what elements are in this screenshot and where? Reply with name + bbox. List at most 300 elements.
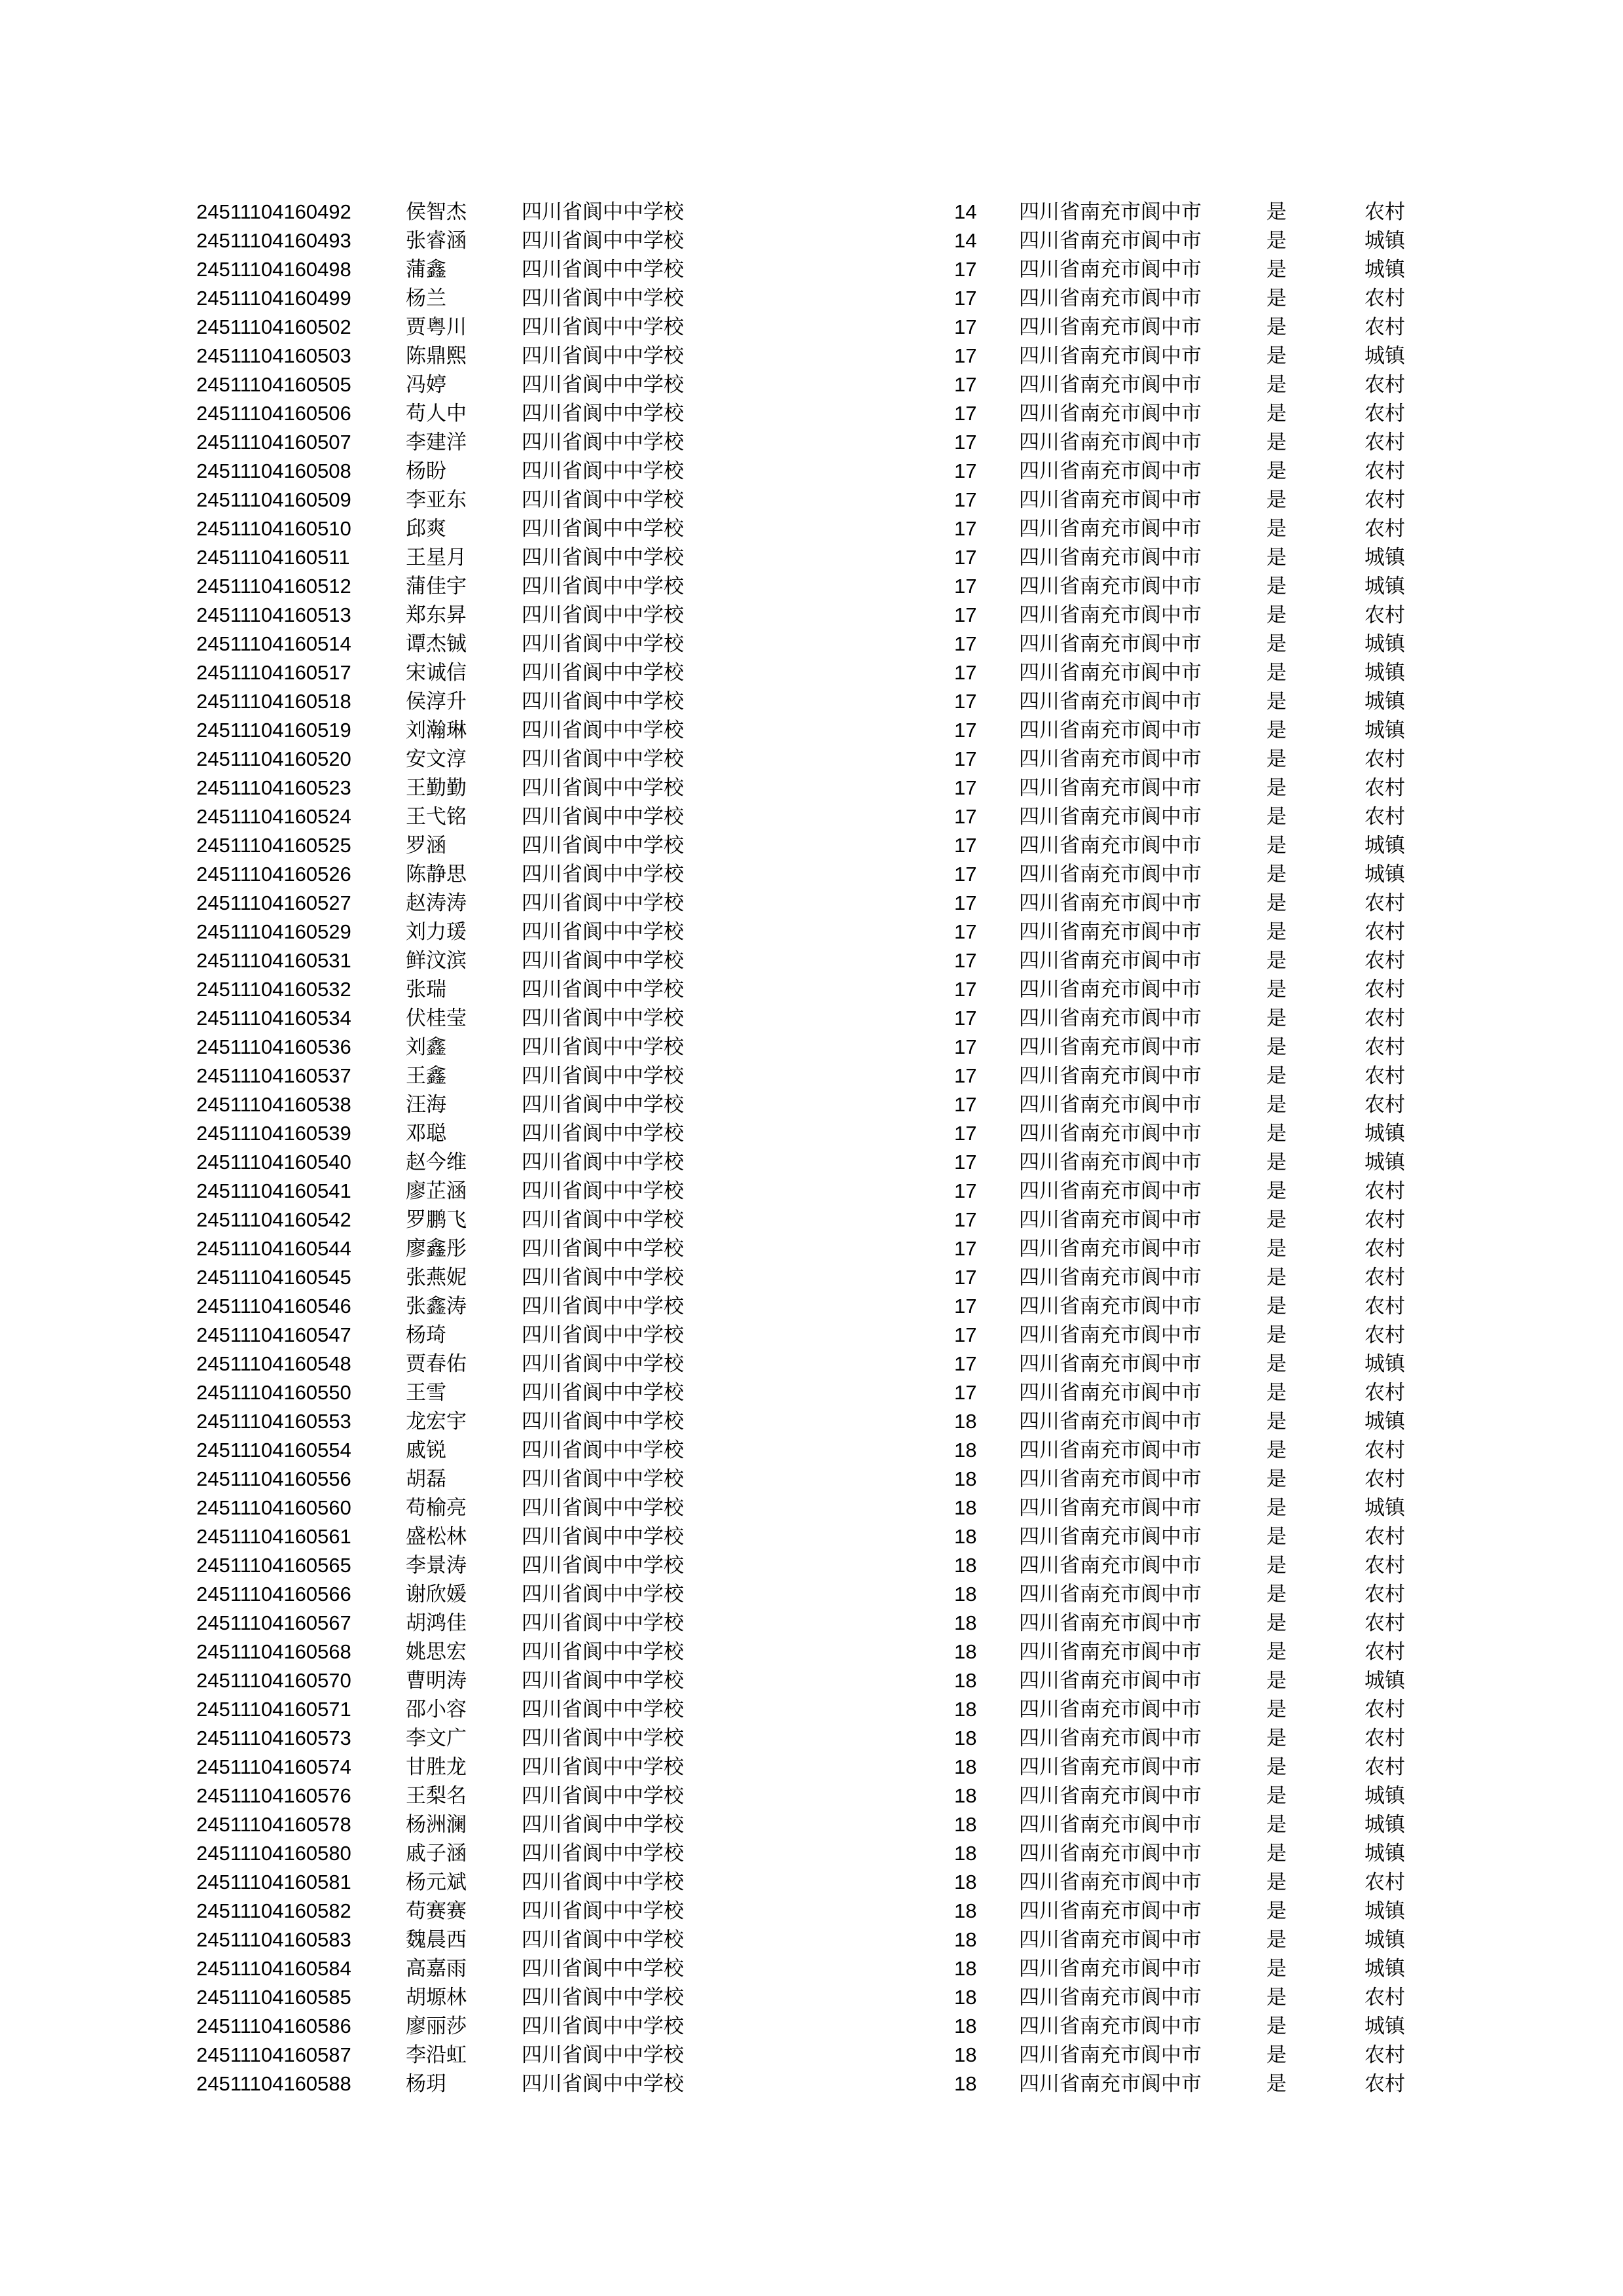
age-cell: 18 [954,1755,977,1778]
student-name-cell: 邱爽 [406,517,446,541]
region-cell: 四川省南充市阆中市 [1019,344,1202,368]
school-name-cell: 四川省阆中中学校 [522,920,684,944]
household-type-cell: 城镇 [1364,2015,1405,2038]
school-name-cell: 四川省阆中中学校 [522,1755,684,1779]
student-id-cell: 24511104160517 [196,661,351,684]
table-row [196,889,1427,918]
school-name-cell: 四川省阆中中学校 [522,546,684,569]
table-row [196,1148,1427,1177]
region-cell: 四川省南充市阆中市 [1019,1554,1202,1577]
status-flag-cell: 是 [1266,344,1287,368]
age-cell: 17 [954,1064,977,1087]
region-cell: 四川省南充市阆中市 [1019,373,1202,397]
table-row [196,1378,1427,1407]
student-name-cell: 张燕妮 [406,1266,467,1289]
student-id-cell: 24511104160520 [196,747,351,770]
household-type-cell: 农村 [1364,2043,1405,2067]
table-row [196,1753,1427,1782]
status-flag-cell: 是 [1266,431,1287,454]
student-id-cell: 24511104160565 [196,1554,351,1577]
age-cell: 17 [954,949,977,972]
student-table [196,198,1427,2098]
region-cell: 四川省南充市阆中市 [1019,834,1202,857]
region-cell: 四川省南充市阆中市 [1019,805,1202,829]
household-type-cell: 农村 [1364,1323,1405,1347]
student-id-cell: 24511104160588 [196,2072,351,2095]
household-type-cell: 农村 [1364,1755,1405,1779]
student-name-cell: 王鑫 [406,1064,446,1088]
student-name-cell: 魏晨西 [406,1928,467,1952]
student-name-cell: 侯淳升 [406,690,467,713]
school-name-cell: 四川省阆中中学校 [522,1957,684,1981]
school-name-cell: 四川省阆中中学校 [522,575,684,598]
table-row [196,658,1427,687]
household-type-cell: 农村 [1364,1583,1405,1606]
school-name-cell: 四川省阆中中学校 [522,459,684,483]
age-cell: 17 [954,1295,977,1318]
student-id-cell: 24511104160570 [196,1669,351,1692]
region-cell: 四川省南充市阆中市 [1019,1640,1202,1664]
school-name-cell: 四川省阆中中学校 [522,863,684,886]
household-type-cell: 农村 [1364,1093,1405,1117]
status-flag-cell: 是 [1266,1986,1287,2009]
table-row [196,514,1427,543]
region-cell: 四川省南充市阆中市 [1019,1467,1202,1491]
household-type-cell: 农村 [1364,1295,1405,1318]
student-id-cell: 24511104160587 [196,2043,351,2066]
student-name-cell: 廖鑫彤 [406,1237,467,1261]
region-cell: 四川省南充市阆中市 [1019,488,1202,512]
school-name-cell: 四川省阆中中学校 [522,1986,684,2009]
household-type-cell: 农村 [1364,200,1405,224]
region-cell: 四川省南充市阆中市 [1019,1295,1202,1318]
household-type-cell: 城镇 [1364,834,1405,857]
region-cell: 四川省南充市阆中市 [1019,1871,1202,1894]
student-name-cell: 胡塬林 [406,1986,467,2009]
table-row [196,630,1427,658]
table-row [196,1954,1427,1983]
student-name-cell: 邓聪 [406,1122,446,1145]
age-cell: 18 [954,1957,977,1980]
school-name-cell: 四川省阆中中学校 [522,776,684,800]
school-name-cell: 四川省阆中中学校 [522,1064,684,1088]
table-row [196,1206,1427,1234]
school-name-cell: 四川省阆中中学校 [522,1295,684,1318]
student-name-cell: 宋诚信 [406,661,467,685]
status-flag-cell: 是 [1266,402,1287,425]
age-cell: 18 [954,1842,977,1865]
table-row [196,284,1427,313]
status-flag-cell: 是 [1266,315,1287,339]
household-type-cell: 农村 [1364,1986,1405,2009]
table-row [196,1522,1427,1551]
region-cell: 四川省南充市阆中市 [1019,2015,1202,2038]
table-row [196,1494,1427,1522]
school-name-cell: 四川省阆中中学校 [522,1669,684,1693]
status-flag-cell: 是 [1266,747,1287,771]
table-row [196,1177,1427,1206]
household-type-cell: 城镇 [1364,1151,1405,1174]
school-name-cell: 四川省阆中中学校 [522,488,684,512]
student-id-cell: 24511104160584 [196,1957,351,1980]
student-name-cell: 刘瀚琳 [406,719,467,742]
region-cell: 四川省南充市阆中市 [1019,1381,1202,1405]
table-row [196,226,1427,255]
household-type-cell: 农村 [1364,920,1405,944]
region-cell: 四川省南充市阆中市 [1019,1323,1202,1347]
status-flag-cell: 是 [1266,661,1287,685]
school-name-cell: 四川省阆中中学校 [522,200,684,224]
student-name-cell: 安文淳 [406,747,467,771]
school-name-cell: 四川省阆中中学校 [522,949,684,973]
household-type-cell: 农村 [1364,1525,1405,1549]
school-name-cell: 四川省阆中中学校 [522,1784,684,1808]
school-name-cell: 四川省阆中中学校 [522,1899,684,1923]
school-name-cell: 四川省阆中中学校 [522,1035,684,1059]
student-id-cell: 24511104160503 [196,344,351,367]
status-flag-cell: 是 [1266,1957,1287,1981]
household-type-cell: 城镇 [1364,1352,1405,1376]
household-type-cell: 城镇 [1364,1899,1405,1923]
student-id-cell: 24511104160540 [196,1151,351,1174]
age-cell: 17 [954,1237,977,1260]
status-flag-cell: 是 [1266,1439,1287,1462]
region-cell: 四川省南充市阆中市 [1019,1208,1202,1232]
region-cell: 四川省南充市阆中市 [1019,431,1202,454]
age-cell: 17 [954,978,977,1001]
table-row [196,1033,1427,1062]
household-type-cell: 农村 [1364,1698,1405,1721]
table-row [196,1321,1427,1350]
age-cell: 17 [954,344,977,367]
school-name-cell: 四川省阆中中学校 [522,1813,684,1837]
age-cell: 18 [954,2015,977,2037]
status-flag-cell: 是 [1266,632,1287,656]
region-cell: 四川省南充市阆中市 [1019,459,1202,483]
status-flag-cell: 是 [1266,949,1287,973]
status-flag-cell: 是 [1266,1007,1287,1030]
household-type-cell: 农村 [1364,1179,1405,1203]
status-flag-cell: 是 [1266,1669,1287,1693]
status-flag-cell: 是 [1266,1323,1287,1347]
age-cell: 17 [954,402,977,425]
school-name-cell: 四川省阆中中学校 [522,2072,684,2096]
student-name-cell: 张瑞 [406,978,446,1001]
student-id-cell: 24511104160539 [196,1122,351,1145]
student-id-cell: 24511104160576 [196,1784,351,1807]
school-name-cell: 四川省阆中中学校 [522,978,684,1001]
age-cell: 17 [954,661,977,684]
school-name-cell: 四川省阆中中学校 [522,229,684,253]
age-cell: 17 [954,287,977,310]
region-cell: 四川省南充市阆中市 [1019,1410,1202,1433]
household-type-cell: 农村 [1364,1007,1405,1030]
student-id-cell: 24511104160541 [196,1179,351,1202]
table-row [196,1839,1427,1868]
household-type-cell: 城镇 [1364,863,1405,886]
region-cell: 四川省南充市阆中市 [1019,603,1202,627]
student-id-cell: 24511104160550 [196,1381,351,1404]
region-cell: 四川省南充市阆中市 [1019,402,1202,425]
school-name-cell: 四川省阆中中学校 [522,1237,684,1261]
student-name-cell: 苟人中 [406,402,467,425]
table-row [196,543,1427,572]
table-row [196,1436,1427,1465]
table-row [196,1926,1427,1954]
school-name-cell: 四川省阆中中学校 [522,287,684,310]
household-type-cell: 城镇 [1364,1669,1405,1693]
table-row [196,802,1427,831]
age-cell: 17 [954,920,977,943]
table-row [196,313,1427,342]
status-flag-cell: 是 [1266,805,1287,829]
school-name-cell: 四川省阆中中学校 [522,1554,684,1577]
region-cell: 四川省南充市阆中市 [1019,661,1202,685]
student-name-cell: 张睿涵 [406,229,467,253]
age-cell: 18 [954,1583,977,1605]
school-name-cell: 四川省阆中中学校 [522,1208,684,1232]
table-row [196,1062,1427,1090]
student-id-cell: 24511104160536 [196,1035,351,1058]
school-name-cell: 四川省阆中中学校 [522,1611,684,1635]
student-name-cell: 戚子涵 [406,1842,467,1865]
household-type-cell: 农村 [1364,603,1405,627]
student-name-cell: 伏桂莹 [406,1007,467,1030]
household-type-cell: 农村 [1364,287,1405,310]
status-flag-cell: 是 [1266,1727,1287,1750]
status-flag-cell: 是 [1266,1064,1287,1088]
status-flag-cell: 是 [1266,1496,1287,1520]
household-type-cell: 农村 [1364,1640,1405,1664]
table-row [196,2070,1427,2098]
household-type-cell: 农村 [1364,431,1405,454]
status-flag-cell: 是 [1266,1266,1287,1289]
status-flag-cell: 是 [1266,1093,1287,1117]
student-id-cell: 24511104160553 [196,1410,351,1433]
region-cell: 四川省南充市阆中市 [1019,1496,1202,1520]
status-flag-cell: 是 [1266,1237,1287,1261]
region-cell: 四川省南充市阆中市 [1019,863,1202,886]
student-name-cell: 王勤勤 [406,776,467,800]
student-name-cell: 邵小容 [406,1698,467,1721]
table-row [196,1695,1427,1724]
status-flag-cell: 是 [1266,1928,1287,1952]
household-type-cell: 城镇 [1364,1496,1405,1520]
status-flag-cell: 是 [1266,719,1287,742]
household-type-cell: 农村 [1364,373,1405,397]
school-name-cell: 四川省阆中中学校 [522,315,684,339]
status-flag-cell: 是 [1266,1611,1287,1635]
table-row [196,457,1427,486]
household-type-cell: 农村 [1364,747,1405,771]
student-name-cell: 李建洋 [406,431,467,454]
status-flag-cell: 是 [1266,1755,1287,1779]
household-type-cell: 农村 [1364,402,1405,425]
age-cell: 17 [954,603,977,626]
age-cell: 17 [954,546,977,569]
student-name-cell: 杨元斌 [406,1871,467,1894]
age-cell: 18 [954,1928,977,1951]
household-type-cell: 农村 [1364,1727,1405,1750]
student-name-cell: 杨兰 [406,287,446,310]
age-cell: 17 [954,315,977,338]
status-flag-cell: 是 [1266,2043,1287,2067]
household-type-cell: 农村 [1364,1467,1405,1491]
student-id-cell: 24511104160523 [196,776,351,799]
age-cell: 18 [954,1784,977,1807]
region-cell: 四川省南充市阆中市 [1019,575,1202,598]
status-flag-cell: 是 [1266,1208,1287,1232]
student-id-cell: 24511104160525 [196,834,351,857]
status-flag-cell: 是 [1266,1871,1287,1894]
age-cell: 18 [954,1899,977,1922]
household-type-cell: 农村 [1364,1035,1405,1059]
household-type-cell: 农村 [1364,1439,1405,1462]
school-name-cell: 四川省阆中中学校 [522,1381,684,1405]
household-type-cell: 城镇 [1364,1813,1405,1837]
school-name-cell: 四川省阆中中学校 [522,1871,684,1894]
school-name-cell: 四川省阆中中学校 [522,1640,684,1664]
student-name-cell: 王弋铭 [406,805,467,829]
household-type-cell: 城镇 [1364,575,1405,598]
student-name-cell: 李亚东 [406,488,467,512]
student-id-cell: 24511104160545 [196,1266,351,1289]
household-type-cell: 农村 [1364,805,1405,829]
student-id-cell: 24511104160519 [196,719,351,742]
household-type-cell: 城镇 [1364,258,1405,281]
student-name-cell: 廖芷涵 [406,1179,467,1203]
table-row [196,1810,1427,1839]
school-name-cell: 四川省阆中中学校 [522,1928,684,1952]
student-name-cell: 蒲佳宇 [406,575,467,598]
status-flag-cell: 是 [1266,258,1287,281]
status-flag-cell: 是 [1266,1295,1287,1318]
age-cell: 17 [954,1035,977,1058]
student-id-cell: 24511104160566 [196,1583,351,1605]
status-flag-cell: 是 [1266,287,1287,310]
student-id-cell: 24511104160546 [196,1295,351,1318]
region-cell: 四川省南充市阆中市 [1019,1179,1202,1203]
status-flag-cell: 是 [1266,200,1287,224]
household-type-cell: 城镇 [1364,661,1405,685]
table-row [196,1868,1427,1897]
status-flag-cell: 是 [1266,920,1287,944]
student-id-cell: 24511104160544 [196,1237,351,1260]
status-flag-cell: 是 [1266,1583,1287,1606]
age-cell: 18 [954,1439,977,1462]
status-flag-cell: 是 [1266,1122,1287,1145]
student-name-cell: 贾粤川 [406,315,467,339]
age-cell: 17 [954,1151,977,1174]
school-name-cell: 四川省阆中中学校 [522,2015,684,2038]
school-name-cell: 四川省阆中中学校 [522,1525,684,1549]
student-name-cell: 陈鼎熙 [406,344,467,368]
status-flag-cell: 是 [1266,1352,1287,1376]
region-cell: 四川省南充市阆中市 [1019,1525,1202,1549]
student-id-cell: 24511104160532 [196,978,351,1001]
student-name-cell: 贾春佑 [406,1352,467,1376]
student-name-cell: 郑东昇 [406,603,467,627]
student-id-cell: 24511104160547 [196,1323,351,1346]
student-id-cell: 24511104160580 [196,1842,351,1865]
region-cell: 四川省南充市阆中市 [1019,1035,1202,1059]
table-row [196,687,1427,716]
student-name-cell: 苟赛赛 [406,1899,467,1923]
region-cell: 四川省南充市阆中市 [1019,632,1202,656]
table-row [196,1407,1427,1436]
household-type-cell: 城镇 [1364,1928,1405,1952]
table-row [196,1666,1427,1695]
table-row [196,774,1427,802]
age-cell: 17 [954,1179,977,1202]
table-row [196,1724,1427,1753]
student-id-cell: 24511104160578 [196,1813,351,1836]
student-id-cell: 24511104160512 [196,575,351,598]
region-cell: 四川省南充市阆中市 [1019,1266,1202,1289]
age-cell: 17 [954,488,977,511]
status-flag-cell: 是 [1266,517,1287,541]
table-row [196,1234,1427,1263]
student-id-cell: 24511104160505 [196,373,351,396]
status-flag-cell: 是 [1266,776,1287,800]
student-id-cell: 24511104160531 [196,949,351,972]
age-cell: 14 [954,229,977,252]
school-name-cell: 四川省阆中中学校 [522,1842,684,1865]
age-cell: 17 [954,1122,977,1145]
region-cell: 四川省南充市阆中市 [1019,1007,1202,1030]
table-row [196,255,1427,284]
school-name-cell: 四川省阆中中学校 [522,1007,684,1030]
school-name-cell: 四川省阆中中学校 [522,258,684,281]
student-name-cell: 刘力瑗 [406,920,467,944]
region-cell: 四川省南充市阆中市 [1019,1583,1202,1606]
student-id-cell: 24511104160499 [196,287,351,310]
age-cell: 17 [954,719,977,742]
household-type-cell: 农村 [1364,891,1405,915]
student-id-cell: 24511104160524 [196,805,351,828]
student-name-cell: 罗涵 [406,834,446,857]
student-id-cell: 24511104160527 [196,891,351,914]
household-type-cell: 农村 [1364,1064,1405,1088]
age-cell: 17 [954,1266,977,1289]
school-name-cell: 四川省阆中中学校 [522,1439,684,1462]
student-name-cell: 谭杰铖 [406,632,467,656]
age-cell: 17 [954,776,977,799]
region-cell: 四川省南充市阆中市 [1019,1093,1202,1117]
student-name-cell: 曹明涛 [406,1669,467,1693]
student-id-cell: 24511104160502 [196,315,351,338]
table-row [196,342,1427,370]
region-cell: 四川省南充市阆中市 [1019,315,1202,339]
table-row [196,1004,1427,1033]
table-row [196,918,1427,946]
age-cell: 18 [954,1410,977,1433]
region-cell: 四川省南充市阆中市 [1019,1957,1202,1981]
student-id-cell: 24511104160513 [196,603,351,626]
status-flag-cell: 是 [1266,1467,1287,1491]
status-flag-cell: 是 [1266,373,1287,397]
school-name-cell: 四川省阆中中学校 [522,1583,684,1606]
table-row [196,399,1427,428]
age-cell: 18 [954,1496,977,1519]
age-cell: 18 [954,1698,977,1721]
student-name-cell: 胡鸿佳 [406,1611,467,1635]
status-flag-cell: 是 [1266,1899,1287,1923]
region-cell: 四川省南充市阆中市 [1019,1842,1202,1865]
student-name-cell: 廖丽莎 [406,2015,467,2038]
table-row [196,1090,1427,1119]
student-id-cell: 24511104160571 [196,1698,351,1721]
